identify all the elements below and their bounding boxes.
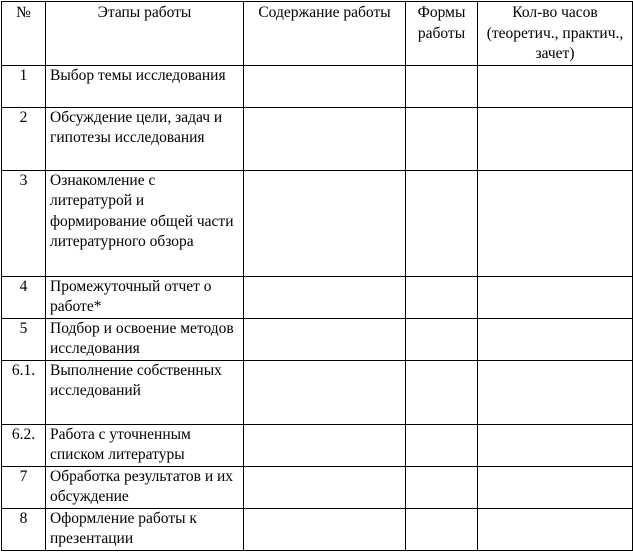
row-number: 6.1. bbox=[2, 360, 46, 424]
row-content-cell bbox=[244, 318, 406, 360]
row-hours-cell bbox=[478, 466, 633, 508]
row-forms-cell bbox=[406, 508, 478, 550]
row-stage: Обработка результатов и их обсуждение bbox=[46, 466, 244, 508]
table-row bbox=[2, 107, 633, 170]
table-row bbox=[2, 276, 633, 318]
row-stage: Работа с уточненным списком литературы bbox=[46, 424, 244, 466]
row-forms-cell bbox=[406, 360, 478, 424]
row-hours-cell bbox=[478, 360, 633, 424]
row-stage: Ознакомление с литературой и формирование общей части литературного обзора bbox=[46, 170, 244, 276]
row-number: 6.2. bbox=[2, 424, 46, 466]
row-number: 4 bbox=[2, 276, 46, 318]
row-hours-cell bbox=[478, 65, 633, 107]
header-hours: Кол-во часов (теоретич., практич., зачет) bbox=[478, 2, 633, 66]
row-number: 2 bbox=[2, 107, 46, 170]
row-number: 5 bbox=[2, 318, 46, 360]
row-forms-cell bbox=[406, 170, 478, 276]
row-hours-cell bbox=[478, 107, 633, 170]
row-stage: Подбор и освоение методов исследования bbox=[46, 318, 244, 360]
row-hours-cell bbox=[478, 424, 633, 466]
row-content-cell bbox=[244, 65, 406, 107]
row-forms-cell bbox=[406, 466, 478, 508]
table-row bbox=[2, 508, 633, 550]
row-number: 7 bbox=[2, 466, 46, 508]
row-content-cell bbox=[244, 276, 406, 318]
row-stage: Выбор темы исследования bbox=[46, 65, 244, 107]
header-row bbox=[2, 2, 633, 66]
table-row bbox=[2, 318, 633, 360]
table-row bbox=[2, 65, 633, 107]
row-forms-cell bbox=[406, 424, 478, 466]
table-row bbox=[2, 170, 633, 276]
row-content-cell bbox=[244, 170, 406, 276]
header-forms: Формы работы bbox=[406, 2, 478, 66]
row-stage: Оформление работы к презентации bbox=[46, 508, 244, 550]
row-content-cell bbox=[244, 466, 406, 508]
row-number: 3 bbox=[2, 170, 46, 276]
header-content: Содержание работы bbox=[244, 2, 406, 66]
row-stage: Промежуточный отчет о работе* bbox=[46, 276, 244, 318]
table-row bbox=[2, 466, 633, 508]
table-row bbox=[2, 424, 633, 466]
row-content-cell bbox=[244, 508, 406, 550]
row-forms-cell bbox=[406, 65, 478, 107]
work-plan-table bbox=[1, 1, 633, 551]
table-row bbox=[2, 360, 633, 424]
header-number: № bbox=[2, 2, 46, 66]
row-content-cell bbox=[244, 107, 406, 170]
row-forms-cell bbox=[406, 318, 478, 360]
header-stages: Этапы работы bbox=[46, 2, 244, 66]
row-forms-cell bbox=[406, 107, 478, 170]
row-hours-cell bbox=[478, 170, 633, 276]
row-stage: Выполнение собственных исследований bbox=[46, 360, 244, 424]
row-hours-cell bbox=[478, 318, 633, 360]
row-content-cell bbox=[244, 360, 406, 424]
row-number: 1 bbox=[2, 65, 46, 107]
row-hours-cell bbox=[478, 508, 633, 550]
row-number: 8 bbox=[2, 508, 46, 550]
row-stage: Обсуждение цели, задач и гипотезы исследования bbox=[46, 107, 244, 170]
row-content-cell bbox=[244, 424, 406, 466]
row-hours-cell bbox=[478, 276, 633, 318]
row-forms-cell bbox=[406, 276, 478, 318]
